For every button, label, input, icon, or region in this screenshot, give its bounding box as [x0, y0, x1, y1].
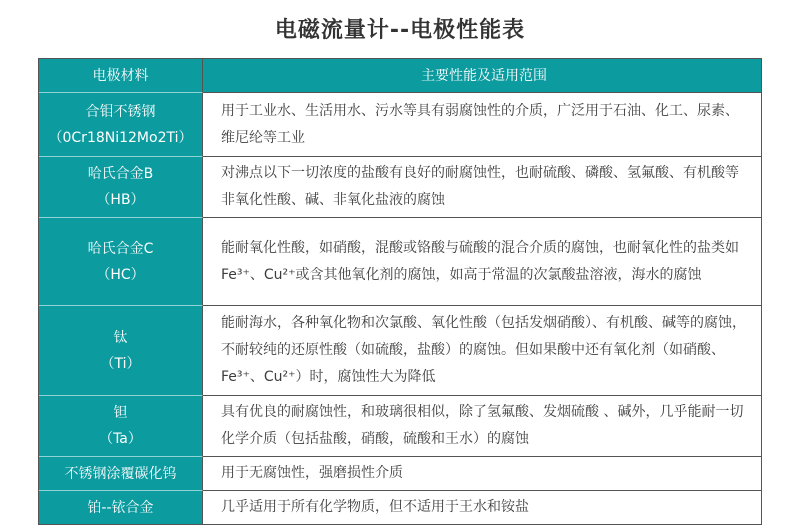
description-cell	[203, 490, 761, 524]
material-name: 钽	[113, 405, 128, 421]
table-row	[39, 490, 761, 524]
material-cell	[39, 217, 203, 305]
description-text: 对沸点以下一切浓度的盐酸有良好的耐腐蚀性，也耐硫酸、磷酸、氢氟酸、有机酸等非氧化性酸、碱、非氧化盐液的腐蚀	[221, 165, 739, 208]
material-name: 不锈钢涂覆碳化钨	[64, 465, 177, 482]
description-text: 具有优良的耐腐蚀性，和玻璃很相似，除了氢氟酸、发烟硫酸 、碱外，几乎能耐一切化学介质（包括盐酸，硝酸，硫酸和王水）的腐蚀	[221, 404, 744, 447]
description-text: 用于工业水、生活用水、污水等具有弱腐蚀性的介质，广泛用于石油、化工、尿素、维尼纶等工业	[221, 102, 739, 146]
material-formula: （Ta）	[99, 431, 142, 447]
material-name: 哈氏合金C	[87, 240, 154, 257]
material-name: 哈氏合金B	[87, 166, 154, 182]
material-name: 合钼不锈钢	[85, 103, 156, 120]
description-cell	[203, 92, 761, 156]
material-cell	[39, 456, 203, 490]
description-cell	[203, 305, 761, 395]
material-formula: （HB）	[96, 192, 145, 208]
material-cell	[39, 490, 203, 524]
description-text: 几乎适用于所有化学物质，但不适用于王水和铵盐	[221, 499, 529, 515]
electrode-performance-table	[38, 58, 762, 525]
table-row	[39, 395, 761, 456]
material-cell	[39, 156, 203, 217]
description-text: 用于无腐蚀性，强磨损性介质	[221, 465, 403, 481]
table-row	[39, 305, 761, 395]
table-row	[39, 92, 761, 156]
table-row	[39, 156, 761, 217]
description-cell	[203, 156, 761, 217]
page-title: 电磁流量计--电极性能表	[274, 18, 526, 43]
header-cell-performance-label: 主要性能及适用范围	[421, 67, 547, 84]
description-text: 能耐氧化性酸，如硝酸，混酸或铬酸与硫酸的混合介质的腐蚀，也耐氧化性的盐类如Fe³⁺、Cu²⁺或含其他氧化剂的腐蚀，如高于常温的次氯酸盐溶液，海水的腐蚀	[221, 239, 739, 283]
description-cell	[203, 217, 761, 305]
header-cell-material: 电极材料	[39, 59, 203, 92]
material-cell	[39, 305, 203, 395]
table-header-row	[39, 59, 761, 92]
material-formula: （HC）	[96, 266, 145, 283]
material-cell	[39, 92, 203, 156]
description-cell	[203, 456, 761, 490]
table-row	[39, 456, 761, 490]
material-formula: （0Cr18Ni12Mo2Ti）	[48, 129, 193, 146]
description-cell	[203, 395, 761, 456]
description-text: 能耐海水，各种氧化物和次氯酸、氧化性酸（包括发烟硝酸）、有机酸、碱等的腐蚀，不耐较纯的还原性酸（如硫酸，盐酸）的腐蚀。但如果酸中还有氧化剂（如硝酸、Fe³⁺、Cu²⁺）时，腐蚀性大为降低	[221, 315, 746, 385]
table-row	[39, 217, 761, 305]
material-cell	[39, 395, 203, 456]
material-name: 钛	[113, 329, 128, 346]
header-cell-performance	[203, 59, 761, 92]
material-formula: （Ti）	[100, 355, 141, 372]
material-name: 铂--铱合金	[87, 499, 154, 516]
